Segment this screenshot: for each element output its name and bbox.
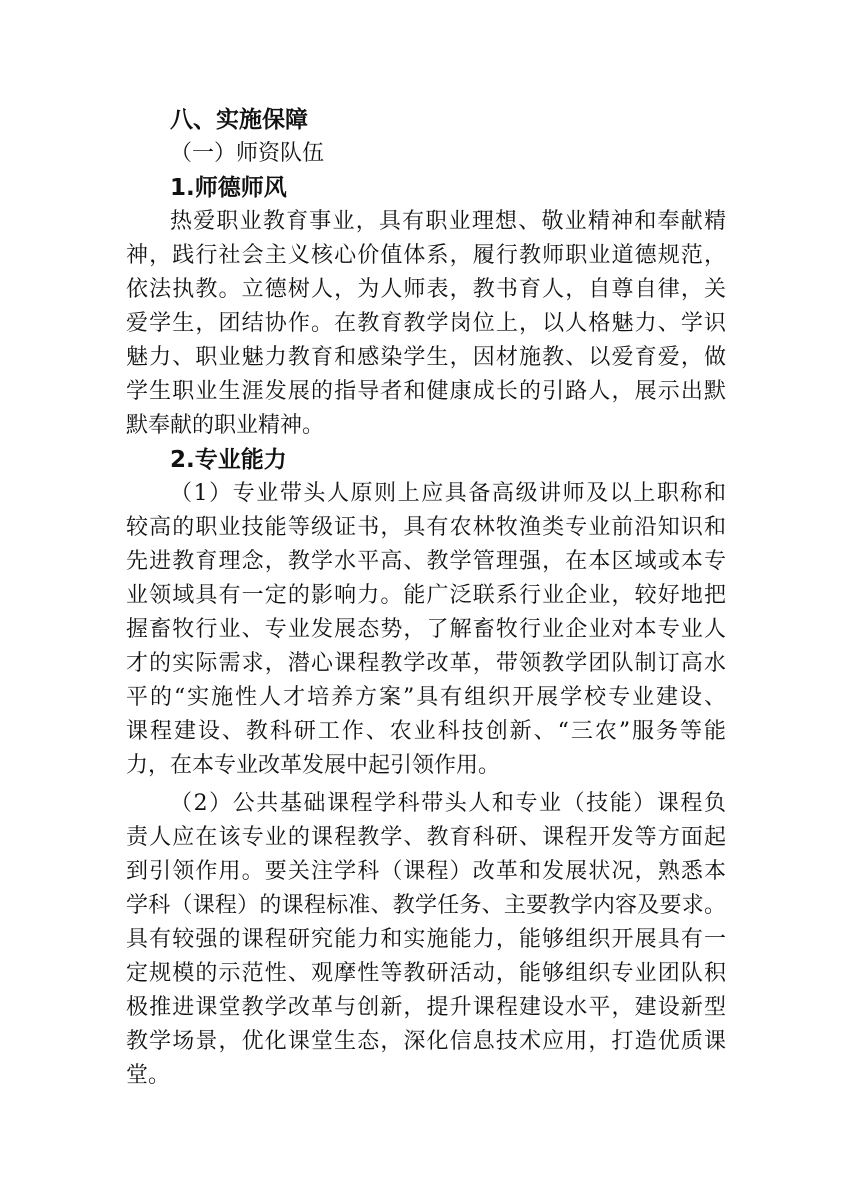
paragraph-line: 默奉献的职业精神。	[126, 413, 325, 438]
paragraph-line: 责人应在该专业的课程教学、教育科研、课程开发等方面起	[126, 825, 726, 850]
paragraph-line: 较高的职业技能等级证书，具有农林牧渔类专业前沿知识和	[126, 515, 726, 540]
paragraph-line: 爱学生，团结协作。在教育教学岗位上，以人格魅力、学识	[126, 311, 726, 336]
paragraph-line: 魅力、职业魅力教育和感染学生，因材施教、以爱育爱，做	[126, 345, 726, 370]
paragraph-line: 学生职业生涯发展的指导者和健康成长的引路人，展示出默	[126, 379, 726, 404]
paragraph-line: 神，践行社会主义核心价值体系，履行教师职业道德规范，	[126, 243, 726, 268]
paragraph-line: 定规模的示范性、观摩性等教研活动，能够组织专业团队积	[126, 961, 726, 986]
part1-paragraph	[126, 205, 726, 443]
paragraph-line: 学科（课程）的课程标准、教学任务、主要教学内容及要求。	[126, 893, 726, 918]
paragraph-line: 极推进课堂教学改革与创新，提升课程建设水平，建设新型	[126, 995, 726, 1020]
paragraph-line: 平的“实施性人才培养方案”具有组织开展学校专业建设、	[126, 685, 726, 710]
document-page	[126, 103, 726, 1093]
section-title: 八、实施保障	[170, 107, 308, 133]
paragraph-line: （2）公共基础课程学科带头人和专业（技能）课程负	[170, 791, 726, 816]
paragraph-line: 才的实际需求，潜心课程教学改革，带领教学团队制订高水	[126, 651, 726, 676]
paragraph-line: 课程建设、教科研工作、农业科技创新、“三农”服务等能	[126, 719, 726, 744]
part1-heading: 1.师德师风	[170, 175, 287, 201]
paragraph-line: 堂。	[126, 1063, 171, 1088]
part2-paragraph-2	[126, 787, 726, 1093]
paragraph-line: 力，在本专业改革发展中起引领作用。	[126, 753, 501, 778]
part2-heading: 2.专业能力	[170, 447, 287, 473]
paragraph-line: 依法执教。立德树人，为人师表，教书育人，自尊自律，关	[126, 277, 726, 302]
paragraph-line: 教学场景，优化课堂生态，深化信息技术应用，打造优质课	[126, 1029, 726, 1054]
paragraph-line: 到引领作用。要关注学科（课程）改革和发展状况，熟悉本	[126, 859, 726, 884]
section-subtitle: （一）师资队伍	[170, 141, 325, 166]
part2-paragraph-1	[126, 477, 726, 783]
paragraph-line: 热爱职业教育事业，具有职业理想、敬业精神和奉献精	[170, 209, 726, 234]
paragraph-line: 具有较强的课程研究能力和实施能力，能够组织开展具有一	[126, 927, 726, 952]
paragraph-line: 先进教育理念，教学水平高、教学管理强，在本区域或本专	[126, 549, 726, 574]
paragraph-line: （1）专业带头人原则上应具备高级讲师及以上职称和	[170, 481, 726, 506]
paragraph-line: 业领域具有一定的影响力。能广泛联系行业企业，较好地把	[126, 583, 726, 608]
paragraph-line: 握畜牧行业、专业发展态势，了解畜牧行业企业对本专业人	[126, 617, 726, 642]
